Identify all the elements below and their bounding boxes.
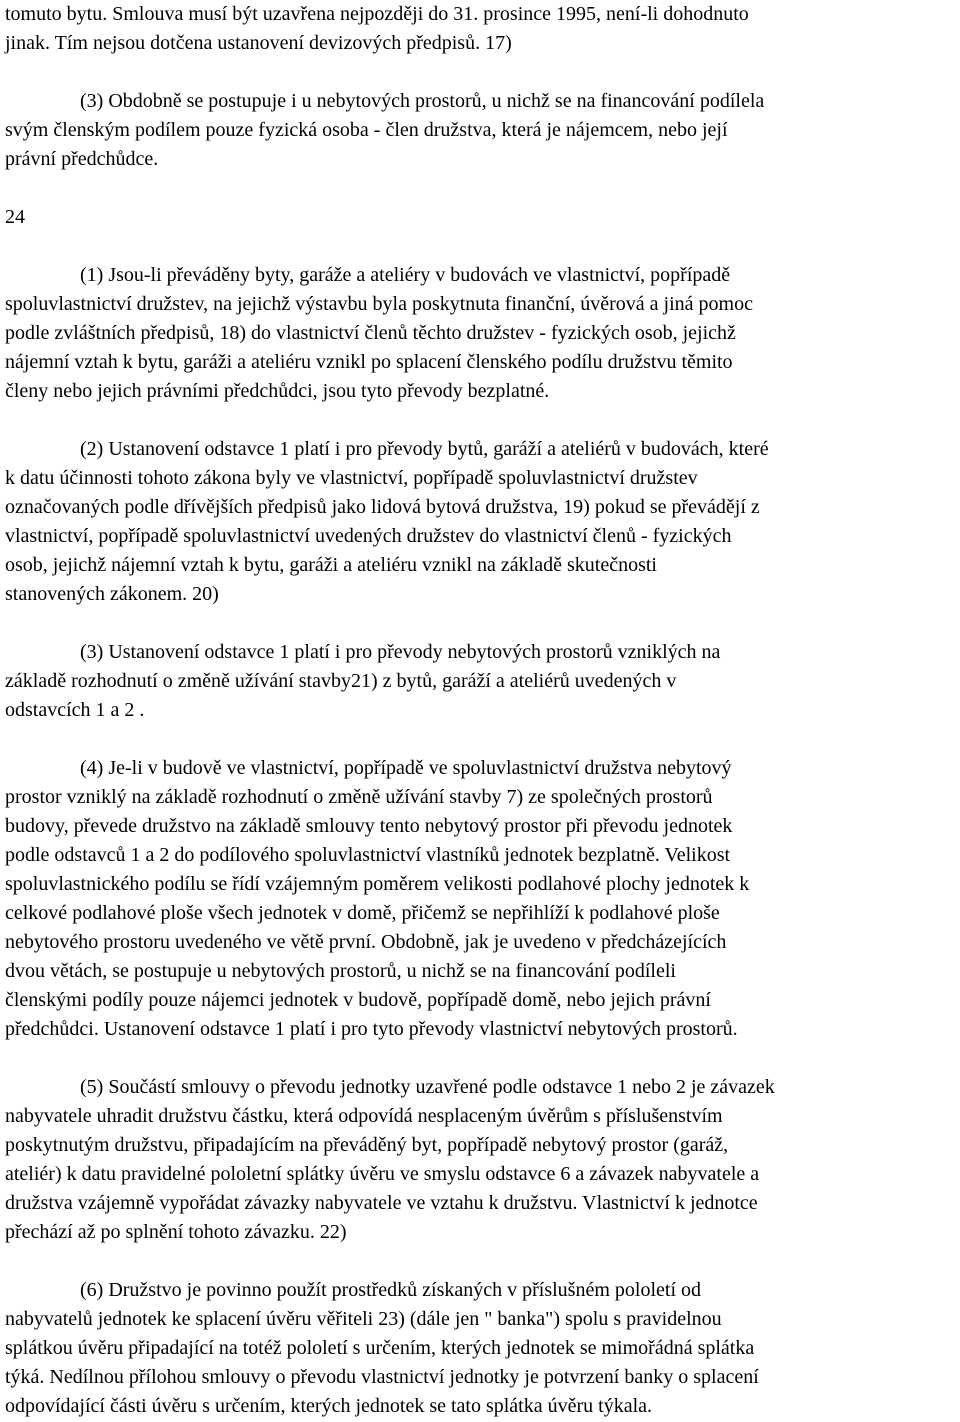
paragraph-gap: [5, 406, 958, 435]
text-line: k datu účinnosti tohoto zákona byly ve vlastnictví, popřípadě spoluvlastnictví družstev: [5, 467, 698, 489]
text-line: označovaných podle dřívějších předpisů jako lidová bytová družstva, 19) pokud se převádějí z: [5, 496, 760, 518]
text-line: družstva vzájemně vypořádat závazky nabyvatele ve vztahu k družstvu. Vlastnictví k jednotce: [5, 1192, 758, 1214]
text-line: budovy, převede družstvo na základě smlouvy tento nebytový prostor při převodu jednotek: [5, 815, 733, 837]
paragraph-gap: [5, 1044, 958, 1073]
text-line: (2) Ustanovení odstavce 1 platí i pro převody bytů, garáží a ateliérů v budovách, které: [80, 438, 769, 460]
text-line: celkové podlahové ploše všech jednotek v domě, přičemž se nepřihlíží k podlahové ploše: [5, 902, 720, 924]
text-line: splátkou úvěru připadající na totéž pololetí s určením, kterých jednotek se mimořádná splátka: [5, 1337, 755, 1359]
text-line: (1) Jsou-li převáděny byty, garáže a ateliéry v budovách ve vlastnictví, popřípadě: [80, 264, 731, 286]
text-line: nájemní vztah k bytu, garáži a ateliéru vznikl po splacení členského podílu družstvu těmito: [5, 351, 733, 373]
paragraph-gap: [5, 232, 958, 261]
text-line: základě rozhodnutí o změně užívání stavby21) z bytů, garáží a ateliérů uvedených v: [5, 670, 677, 692]
text-line: ateliér) k datu pravidelné pololetní splátky úvěru ve smyslu odstavce 6 a závazek nabyvatele a: [5, 1163, 760, 1185]
paragraph-gap: [5, 609, 958, 638]
paragraph-gap: [5, 58, 958, 87]
text-line: (3) Obdobně se postupuje i u nebytových prostorů, u nichž se na financování podílela: [80, 90, 765, 112]
text-line: členskými podíly pouze nájemci jednotek v budově, popřípadě domě, nebo jejich právní: [5, 989, 711, 1011]
section-heading-24: [5, 203, 958, 232]
text-line: stanovených zákonem. 20): [5, 583, 219, 605]
text-line: spoluvlastnického podílu se řídí vzájemným poměrem velikosti podlahové plochy jednotek k: [5, 873, 750, 895]
paragraph-gap: [5, 725, 958, 754]
text-line: členy nebo jejich právními předchůdci, jsou tyto převody bezplatné.: [5, 380, 550, 402]
text-line: přechází až po splnění tohoto závazku. 22): [5, 1221, 347, 1243]
text-line: nebytového prostoru uvedeného ve větě první. Obdobně, jak je uvedeno v předcházejících: [5, 931, 727, 953]
text-line: poskytnutým družstvu, připadajícím na převáděný byt, popřípadě nebytový prostor (garáž,: [5, 1134, 729, 1156]
text-line: podle zvláštních předpisů, 18) do vlastnictví členů těchto družstev - fyzických osob, jejichž: [5, 322, 736, 344]
text-line: osob, jejichž nájemní vztah k bytu, garáži a ateliéru vznikl na základě skutečnosti: [5, 554, 657, 576]
text-line: podle odstavců 1 a 2 do podílového spoluvlastnictví vlastníků jednotek bezplatně. Velikost: [5, 844, 731, 866]
paragraph-24-4: [5, 754, 958, 1044]
text-line: svým členským podílem pouze fyzická osoba - člen družstva, která je nájemcem, nebo její: [5, 119, 728, 141]
text-line: odpovídající části úvěru s určením, kterých jednotek se tato splátka úvěru týkala.: [5, 1395, 653, 1417]
section-number: 24: [5, 206, 25, 228]
paragraph-24-5: [5, 1073, 958, 1247]
text-line: týká. Nedílnou přílohou smlouvy o převodu vlastnictví jednotky je potvrzení banky o splacení: [5, 1366, 759, 1388]
text-line: (5) Součástí smlouvy o převodu jednotky uzavřené podle odstavce 1 nebo 2 je závazek: [80, 1076, 775, 1098]
text-line: (3) Ustanovení odstavce 1 platí i pro převody nebytových prostorů vzniklých na: [80, 641, 721, 663]
paragraph-24-3: [5, 638, 958, 725]
paragraph-24-2: [5, 435, 958, 609]
text-line: spoluvlastnictví družstev, na jejichž výstavbu byla poskytnuta finanční, úvěrová a jiná pomoc: [5, 293, 753, 315]
paragraph-23-3: [5, 87, 958, 174]
text-line: předchůdci. Ustanovení odstavce 1 platí i pro tyto převody vlastnictví nebytových prostorů.: [5, 1018, 738, 1040]
text-line: odstavcích 1 a 2 .: [5, 699, 145, 721]
paragraph-24-1: [5, 261, 958, 406]
text-line: jinak. Tím nejsou dotčena ustanovení devizových předpisů. 17): [5, 32, 512, 54]
text-line: právní předchůdce.: [5, 148, 159, 170]
document-page: [5, 0, 958, 1421]
paragraph-intro: [5, 0, 958, 58]
text-line: tomuto bytu. Smlouva musí být uzavřena nejpozději do 31. prosince 1995, není-li dohodnuto: [5, 3, 749, 25]
text-line: nabyvatelů jednotek ke splacení úvěru věřiteli 23) (dále jen " banka") spolu s pravidelnou: [5, 1308, 722, 1330]
text-line: (4) Je-li v budově ve vlastnictví, popřípadě ve spoluvlastnictví družstva nebytový: [80, 757, 732, 779]
text-line: vlastnictví, popřípadě spoluvlastnictví uvedených družstev do vlastnictví členů - fyzických: [5, 525, 732, 547]
text-line: nabyvatele uhradit družstvu částku, která odpovídá nesplaceným úvěrům s příslušenstvím: [5, 1105, 723, 1127]
paragraph-24-6: [5, 1276, 958, 1421]
text-line: dvou větách, se postupuje u nebytových prostorů, u nichž se na financování podíleli: [5, 960, 676, 982]
paragraph-gap: [5, 174, 958, 203]
text-line: prostor vzniklý na základě rozhodnutí o změně užívání stavby 7) ze společných prostorů: [5, 786, 713, 808]
paragraph-gap: [5, 1247, 958, 1276]
text-line: (6) Družstvo je povinno použít prostředků získaných v příslušném pololetí od: [80, 1279, 702, 1301]
